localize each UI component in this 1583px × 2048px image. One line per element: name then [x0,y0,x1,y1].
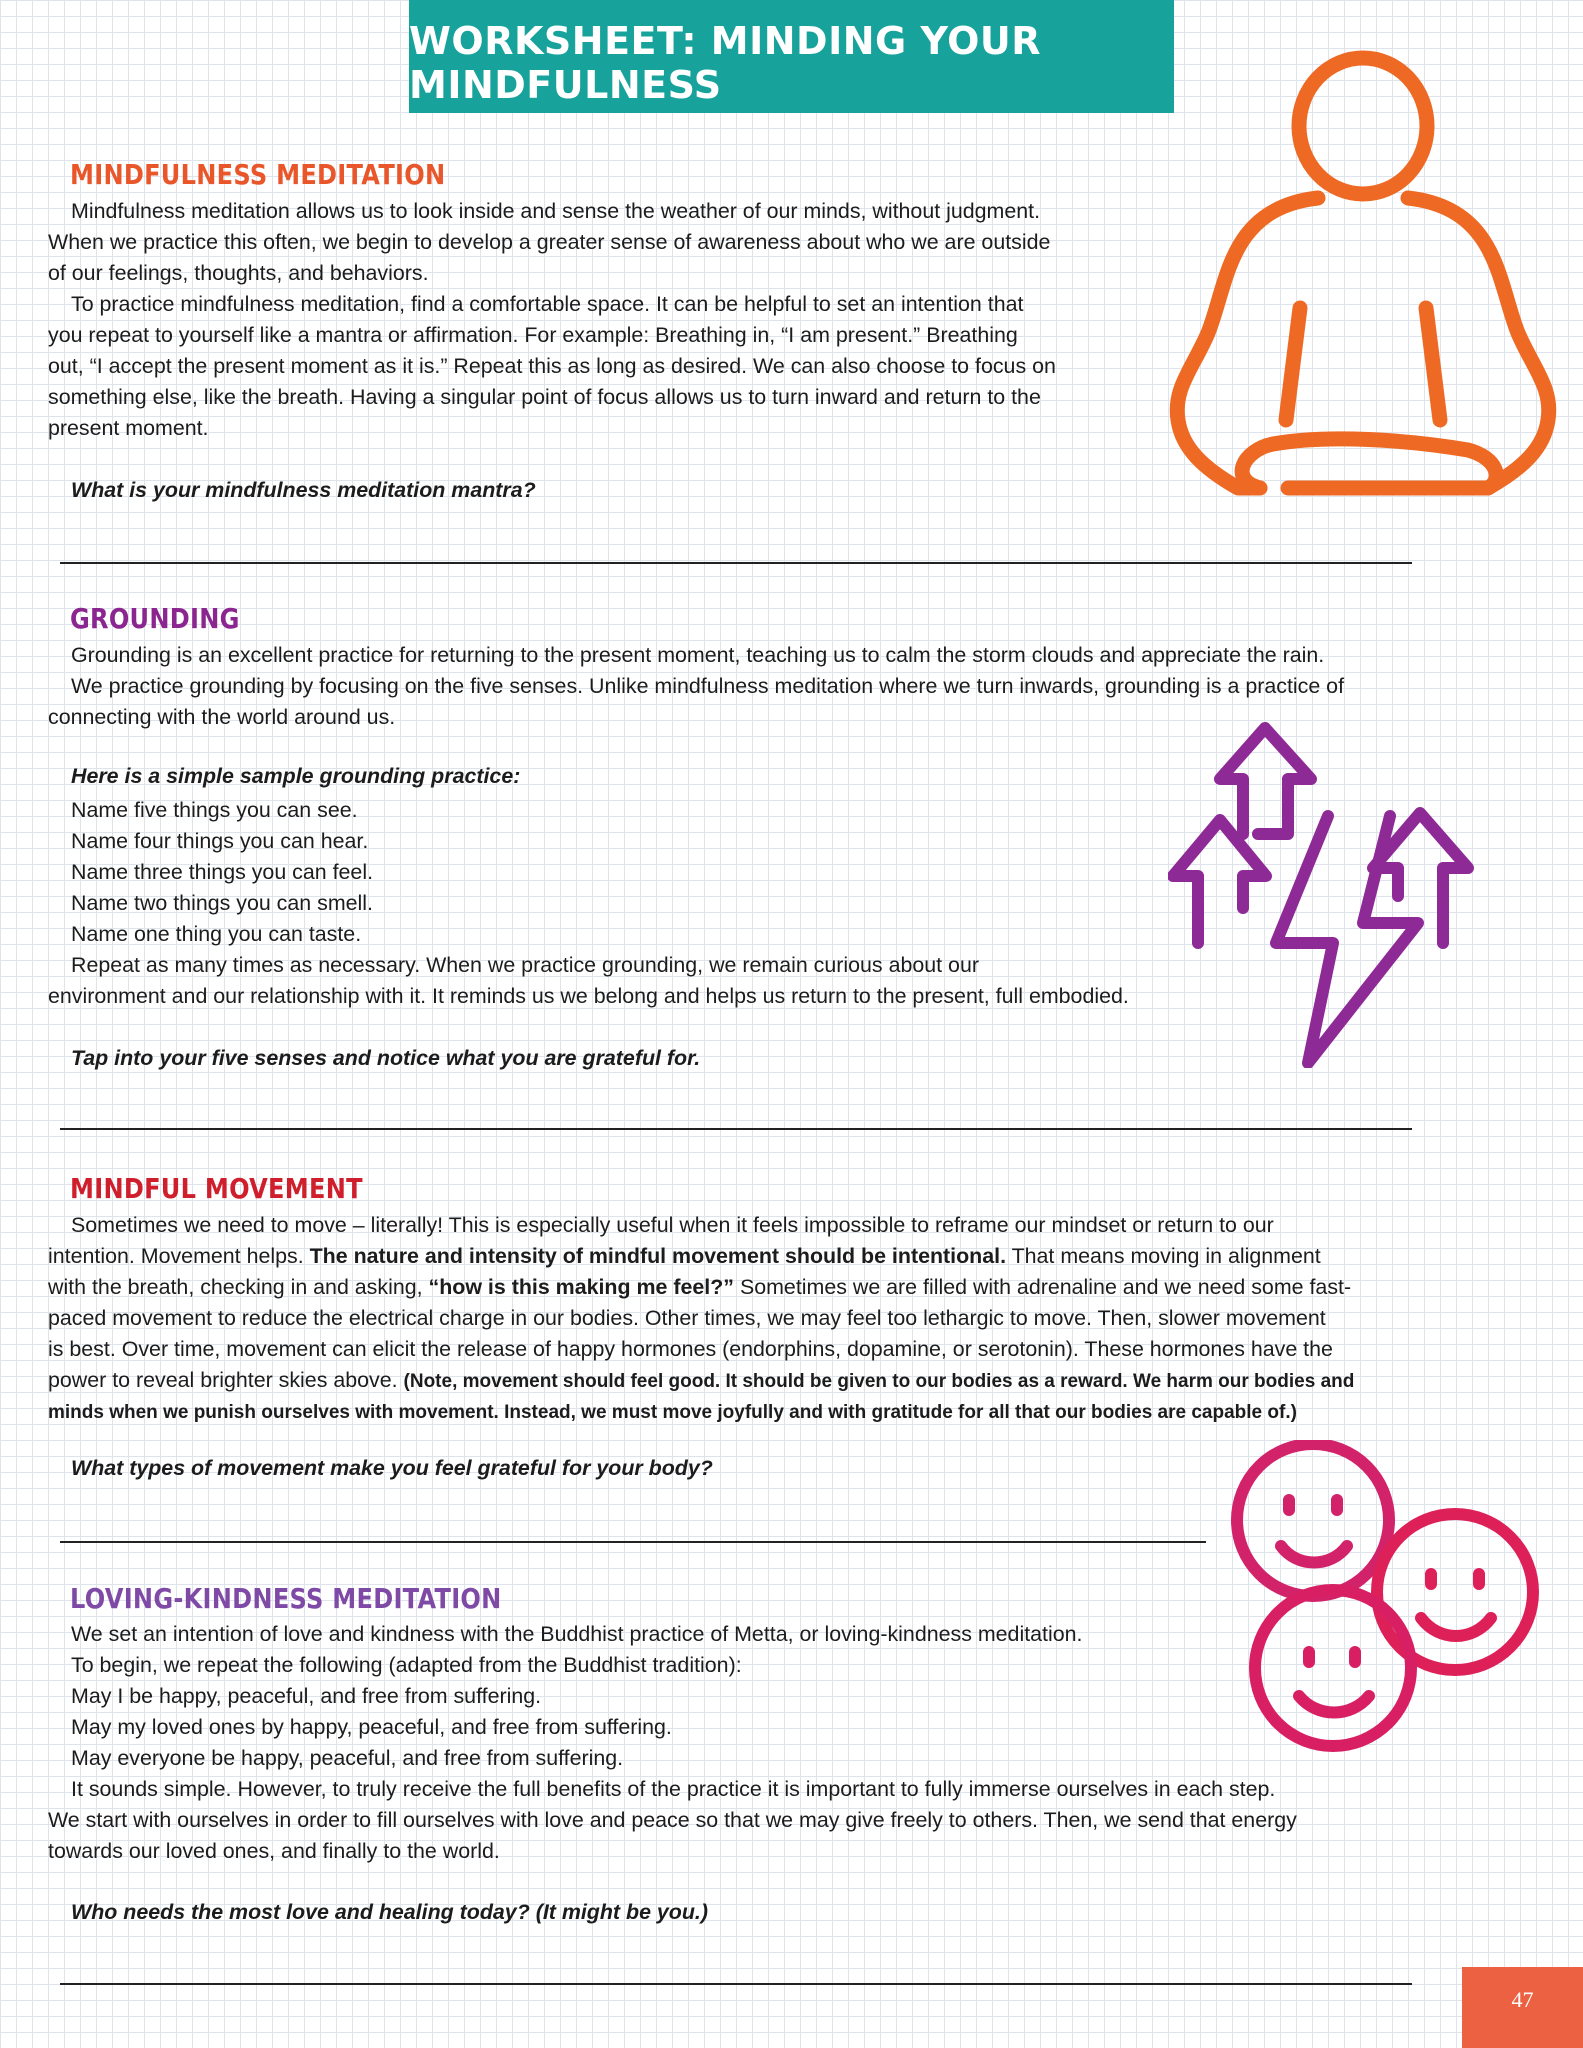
meditation-line: you repeat to yourself like a mantra or affirmation. For example: Breathing in, “I am present.” Breathing [48,323,1018,347]
loving-body [48,1619,1297,1867]
movement-line: is best. Over time, movement can elicit the release of happy hormones (endorphins, dopamine, or serotonin). These hormones have the [48,1337,1333,1361]
movement-heading: MINDFUL MOVEMENT [70,1172,363,1205]
grounding-line: connecting with the world around us. [48,705,396,729]
energy-arrows-icon [1168,718,1518,1068]
grounding-step: Name four things you can hear. [71,829,369,853]
loving-answer-line[interactable] [60,1983,1412,1985]
loving-line: To begin, we repeat the following (adapted from the Buddhist tradition): [71,1653,742,1677]
meditation-line: of our feelings, thoughts, and behaviors. [48,261,429,285]
loving-question: Who needs the most love and healing today? (It might be you.) [71,1900,708,1924]
meditation-line: Mindfulness meditation allows us to look inside and sense the weather of our minds, without judgment. [71,199,1041,223]
movement-note: minds when we punish ourselves with movement. Instead, we must move joyfully and with gratitude for all that our bodies are capable of.) [48,1402,1297,1423]
movement-body [48,1210,1354,1428]
movement-emphasis: The nature and intensity of mindful movement should be intentional. [309,1244,1007,1268]
loving-line: towards our loved ones, and finally to the world. [48,1839,500,1863]
grounding-step: Name five things you can see. [71,798,358,822]
grounding-steps [48,795,1129,1012]
worksheet-title: WORKSHEET: MINDING YOUR MINDFULNESS [409,0,1174,113]
meditation-icon [1168,48,1558,504]
movement-line: paced movement to reduce the electrical charge in our bodies. Other times, we may feel too lethargic to move. Then, slower movement [48,1306,1326,1330]
meditation-heading: MINDFULNESS MEDITATION [70,158,446,191]
movement-line: Sometimes we need to move – literally! This is especially useful when it feels impossible to reframe our mindset or return to our [71,1213,1274,1237]
movement-note: (Note, movement should feel good. It should be given to our bodies as a reward. We harm our bodies and [403,1371,1355,1392]
movement-text: power to reveal brighter skies above. [48,1368,404,1392]
meditation-line: something else, like the breath. Having a singular point of focus allows us to turn inward and return to the [48,385,1041,409]
loving-line: We set an intention of love and kindness with the Buddhist practice of Metta, or loving-kindness meditation. [71,1622,1083,1646]
grounding-body [48,640,1344,733]
grounding-line: environment and our relationship with it. It reminds us we belong and helps us return to the present, full embodied. [48,984,1129,1008]
grounding-question: Tap into your five senses and notice what you are grateful for. [71,1046,701,1070]
grounding-heading: GROUNDING [70,602,240,635]
meditation-line: present moment. [48,416,209,440]
loving-line: May I be happy, peaceful, and free from suffering. [71,1684,542,1708]
grounding-step: Name one thing you can taste. [71,922,362,946]
movement-answer-line[interactable] [60,1541,1206,1543]
grounding-line: Repeat as many times as necessary. When we practice grounding, we remain curious about our [71,953,979,977]
movement-text: That means moving in alignment [1006,1244,1321,1268]
movement-emphasis: “how is this making me feel?” [428,1275,734,1299]
grounding-line: Grounding is an excellent practice for returning to the present moment, teaching us to calm the storm clouds and appreciate the rain. [71,643,1325,667]
loving-line: We start with ourselves in order to fill ourselves with love and peace so that we may give freely to others. Then, we send that energy [48,1808,1297,1832]
grounding-answer-line[interactable] [60,1128,1412,1130]
page-number: 47 [1462,1967,1583,2048]
loving-line: May everyone be happy, peaceful, and free from suffering. [71,1746,624,1770]
loving-line: May my loved ones by happy, peaceful, and free from suffering. [71,1715,672,1739]
meditation-body [48,196,1056,444]
grounding-sample-title: Here is a simple sample grounding practice: [71,764,521,788]
meditation-answer-line[interactable] [60,562,1412,564]
movement-text: with the breath, checking in and asking, [48,1275,429,1299]
grounding-step: Name two things you can smell. [71,891,373,915]
grounding-line: We practice grounding by focusing on the five senses. Unlike mindfulness meditation where we turn inwards, grounding is a practice of [71,674,1345,698]
loving-heading: LOVING-KINDNESS MEDITATION [70,1582,502,1615]
movement-question: What types of movement make you feel grateful for your body? [71,1456,713,1480]
loving-line: It sounds simple. However, to truly receive the full benefits of the practice it is important to fully immerse ourselves in each step. [71,1777,1276,1801]
meditation-line: To practice mindfulness meditation, find a comfortable space. It can be helpful to set an intention that [71,292,1024,316]
meditation-line: out, “I accept the present moment as it is.” Repeat this as long as desired. We can also choose to focus on [48,354,1056,378]
movement-text: intention. Movement helps. [48,1244,310,1268]
movement-line [48,1272,1354,1303]
movement-line [48,1365,1354,1397]
meditation-line: When we practice this often, we begin to develop a greater sense of awareness about who we are outside [48,230,1051,254]
meditation-question: What is your mindfulness meditation mantra? [71,478,536,502]
grounding-step: Name three things you can feel. [71,860,374,884]
movement-text: Sometimes we are filled with adrenaline and we need some fast- [734,1275,1352,1299]
movement-line [48,1241,1354,1272]
